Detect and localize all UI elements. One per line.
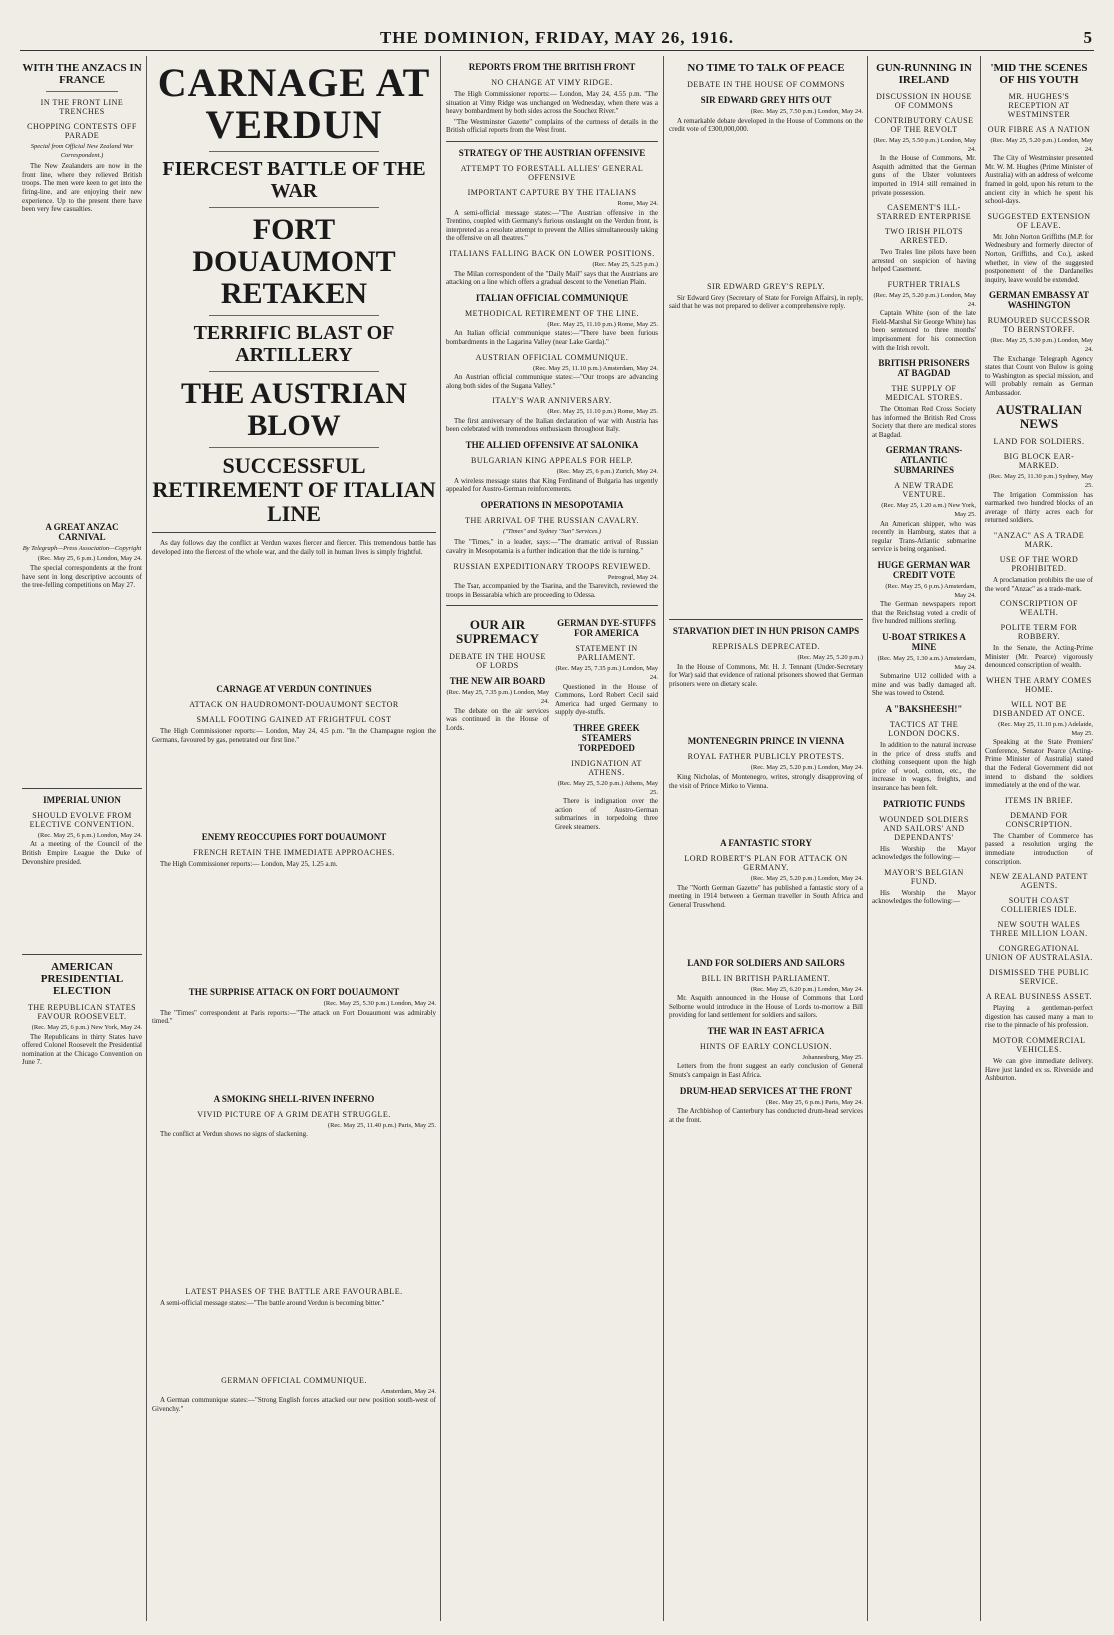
dateline: (Rec. May 25, 5.50 p.m.) London, May 24.: [873, 137, 976, 153]
subheadline: REPRISALS DEPRECATED.: [712, 641, 820, 651]
subheadline: SUGGESTED EXTENSION OF LEAVE.: [987, 211, 1091, 230]
dateline: (Rec. May 25, 5.25 p.m.): [592, 260, 658, 268]
headline: THE AUSTRIAN BLOW: [181, 377, 407, 442]
headline: THREE GREEK STEAMERS TORPEDOED: [573, 722, 640, 753]
byline: Special from Official New Zealand War Correspondent.): [30, 143, 134, 159]
subheadline: ATTEMPT TO FORESTALL ALLIES' GENERAL OFFENSIVE: [460, 163, 644, 182]
dateline: Amsterdam, May 24.: [380, 1387, 436, 1395]
headline: WITH THE ANZACS IN FRANCE: [22, 62, 142, 86]
headline: OPERATIONS IN MESOPOTAMIA: [480, 499, 624, 510]
article-text: A semi-official message states:—"The Austrian offensive in the Trentino, coupled with Germany's furious onslaught on the Verdun front, is interpreted as a resolute attempt to prevent the Allies simultaneously taking the offensive on all theatres.": [446, 208, 658, 243]
article-text: "The Westminster Gazette" complains of the curtness of details in the British official reports from the West front.: [446, 117, 658, 135]
subheadline: LAND FOR SOLDIERS.: [993, 437, 1085, 447]
dateline: (Rec. May 25, 11.30 p.m.) Sydney, May 25.: [988, 473, 1093, 490]
subheadline: INDIGNATION AT ATHENS.: [571, 758, 642, 777]
article-text: Captain White (son of the late Field-Marshal Sir George White) has been sentenced to three months' imprisonment for his connection with the Irish revolt.: [872, 309, 976, 352]
article-text: A wireless message states that King Ferdinand of Bulgaria has urgently appealed for Austro-German reinforcements.: [446, 476, 658, 494]
subheadline: STATEMENT IN PARLIAMENT.: [575, 644, 638, 663]
article-text: We can give immediate delivery. Have just landed ex ss. Riverside and Ashburton.: [985, 1056, 1093, 1083]
dateline: (Rec. May 25, 6 p.m.) New York, May 24.: [31, 1024, 142, 1032]
article-text: The Tsar, accompanied by the Tsarina, and the Tsarevitch, reviewed the troops in Bessarabia which are proceeding to Odessa.: [446, 582, 658, 599]
dateline: (Rec. May 25, 7.35 p.m.) London, May 24.: [555, 665, 658, 681]
subheadline: A NEW TRADE VENTURE.: [894, 481, 954, 500]
article-text: In the Senate, the Acting-Prime Minister (Mr. Pearce) vigorously denounced conscription of wealth.: [985, 644, 1093, 670]
subheadline: SMALL FOOTING GAINED AT FRIGHTFUL COST: [196, 715, 392, 725]
article-text: Mr. John Norton Griffiths (M.P. for Wednesbury and formerly director of Norton, Griffiths, and Co.), asked whether, in view of the suggested postponement of the Dardanelles inquiry, leave would be extended.: [985, 232, 1093, 284]
subheadline: NO CHANGE AT VIMY RIDGE.: [491, 78, 613, 87]
headline: LAND FOR SOLDIERS AND SAILORS: [687, 957, 845, 968]
subheadline: LORD ROBERT'S PLAN FOR ATTACK ON GERMANY.: [684, 854, 848, 873]
article-text: In the House of Commons, Mr. H. J. Tennant (Under-Secretary for War) said that evidence of rational prisoners showed that German prisoners were on dietary scale.: [669, 662, 863, 688]
article-text: Questioned in the House of Commons, Lord Robert Cecil said America had urged Germany to supply dye-stuffs.: [555, 682, 658, 717]
headline: ITALIAN OFFICIAL COMMUNIQUE: [475, 292, 629, 303]
subheadline: WHEN THE ARMY COMES HOME.: [986, 676, 1092, 694]
subheadline: WILL NOT BE DISBANDED AT ONCE.: [992, 700, 1086, 718]
headline: IMPERIAL UNION: [43, 794, 121, 805]
dateline: (Rec. May 25, 11.10 p.m.) Rome, May 25.: [547, 320, 658, 328]
subheadline: ATTACK ON HAUDROMONT-DOUAUMONT SECTOR: [189, 700, 399, 710]
article-text: Speaking at the State Premiers' Conference, Senator Pearce (Acting-Prime Minister of Australia) stated that the Federal Government did not intend to disband the soldiers immediately at the end of the war.: [985, 738, 1093, 790]
subheadline: HINTS OF EARLY CONCLUSION.: [700, 1041, 832, 1051]
article-text: Playing a gentleman-perfect digestion has caused many a man to rise to the pinnacle of his profession.: [985, 1004, 1093, 1030]
article-text: A semi-official message states:—"The battle around Verdun is becoming bitter.": [160, 1298, 385, 1307]
dateline: (Rec. May 25, 5.30 p.m.) London, May 24.: [990, 337, 1093, 353]
article-text: The New Zealanders are now in the front line, where they relieved British troops. The men were keen to get into the firing-line, and are enjoying their new experience. Up to the present there have been very few casualties.: [22, 162, 142, 214]
article-text: The "Times" correspondent at Paris reports:—"The attack on Fort Douaumont was admirably timed.": [152, 1008, 436, 1026]
subheadline: POLITE TERM FOR ROBBERY.: [1000, 623, 1078, 642]
column-british-front: [446, 56, 658, 1621]
dateline: (Rec. May 25, 5.30 p.m.) London, May 24.: [323, 999, 436, 1007]
article-text: The City of Westminster presented Mr. W. M. Hughes (Prime Minister of Australia) with an address of welcome framed in gold, upon his return to the ancient city in which he spent his school-days.: [985, 154, 1093, 206]
column-rule: [980, 56, 981, 1621]
headline: 'MID THE SCENES OF HIS YOUTH: [990, 62, 1088, 86]
dateline: Rome, May 24.: [617, 199, 658, 207]
subheadline: DEBATE IN THE HOUSE OF LORDS: [449, 652, 546, 671]
article-text: [22, 216, 142, 516]
masthead: [20, 28, 1094, 51]
air-supremacy-article: [446, 612, 549, 833]
article-text: The Exchange Telegraph Agency states that Count von Bulow is going to Washington as special mission, and will probably remain as German Ambassador.: [985, 354, 1093, 397]
subheadline: DEBATE IN THE HOUSE OF COMMONS: [687, 80, 845, 89]
headline: THE ALLIED OFFENSIVE AT SALONIKA: [465, 440, 639, 451]
subheadline: RUMOURED SUCCESSOR TO BERNSTORFF.: [987, 316, 1091, 335]
headline: NO TIME TO TALK OF PEACE: [687, 62, 845, 74]
dateline: (Rec. May 25, 5.20 p.m.) London, May 24.: [750, 764, 863, 772]
dateline: (Rec. May 25, 6.20 p.m.) London, May 24.: [750, 985, 863, 993]
subheadline: ROYAL FATHER PUBLICLY PROTESTS.: [687, 752, 845, 762]
article-text: The Irrigation Commission has earmarked two hundred blocks of an average of thirty acres each for returned soldiers.: [985, 490, 1093, 525]
dateline: (Rec. May 25, 6 p.m.) Paris, May 24.: [766, 1098, 863, 1106]
subheadline: FRENCH RETAIN THE IMMEDIATE APPROACHES.: [193, 848, 395, 858]
subheadline: ITALIANS FALLING BACK ON LOWER POSITIONS.: [449, 248, 655, 258]
headline: FIERCEST BATTLE OF THE WAR: [162, 158, 426, 202]
article-text: The German newspapers report that the Reichstag voted a credit of five hundred millions sterling.: [872, 600, 976, 626]
headline: AMERICAN PRESIDENTIAL ELECTION: [40, 961, 124, 998]
headline: OUR AIR SUPREMACY: [455, 617, 540, 647]
dateline: (Rec. May 25, 11.10 p.m.) Rome, May 25.: [547, 408, 658, 416]
subheadline: CHOPPING CONTESTS OFF PARADE: [27, 122, 137, 140]
subheadline: NEW SOUTH WALES THREE MILLION LOAN.: [990, 920, 1088, 939]
headline: PATRIOTIC FUNDS: [883, 798, 965, 809]
dateline: (Rec. May 25, 11.10 p.m.) Amsterdam, May 24.: [532, 364, 658, 372]
byline: ("Times" and Sydney "Sun" Services.): [502, 527, 602, 535]
subheadline: DEMAND FOR CONSCRIPTION.: [1005, 810, 1073, 829]
article-text: In addition to the natural increase in the price of dress stuffs and clothing consequent upon the high price of wool, cotton, etc., the increase in wages, freights, and insurance has been felt.: [872, 740, 976, 792]
subheadline: MAYOR'S BELGIAN FUND.: [884, 867, 964, 886]
article-text: The High Commissioner reports:— London, May 24, 4.55 p.m. "The situation at Vimy Ridge was unchanged on Wednesday, when there was a heavy bombardment by both sides across the Souchez River.": [446, 90, 658, 116]
subheadline: SIR EDWARD GREY'S REPLY.: [707, 281, 825, 291]
subheadline: SIR EDWARD GREY HITS OUT: [700, 95, 832, 105]
headline: HUGE GERMAN WAR CREDIT VOTE: [877, 560, 971, 581]
column-rule: [663, 56, 664, 1621]
article-text: A proclamation prohibits the use of the word "Anzac" as a trade-mark.: [985, 576, 1093, 593]
column-hughes: [985, 56, 1093, 1621]
article-text: The Archbishop of Canterbury has conducted drum-head services at the front.: [669, 1107, 863, 1124]
article-text: His Worship the Mayor acknowledges the following:—: [872, 888, 976, 906]
headline: AUSTRALIAN NEWS: [996, 402, 1082, 432]
article-text: The special correspondents at the front have sent in long descriptive accounts of the tree-felling competitions on May 27.: [22, 563, 142, 590]
article-text: An Austrian official communique states:—"Our troops are advancing along both sides of the Sugana Valley.": [446, 373, 658, 390]
subheadline: FURTHER TRIALS: [887, 279, 961, 289]
dateline: (Rec. May 25, 5.20 p.m.) London, May 24.: [873, 291, 976, 308]
headline: A FANTASTIC STORY: [720, 838, 812, 849]
article-text: An Italian official communique states:—"There have been furious bombardments in the Lagarina Valley (near Lake Garda).": [446, 329, 658, 346]
headline: DRUM-HEAD SERVICES AT THE FRONT: [679, 1085, 853, 1096]
article-text: Submarine U12 collided with a mine and was badly damaged aft. She was towed to Ostend.: [872, 672, 976, 698]
headline: GERMAN DYE-STUFFS FOR AMERICA: [557, 618, 656, 639]
headline: STRATEGY OF THE AUSTRIAN OFFENSIVE: [458, 147, 646, 158]
headline: GERMAN EMBASSY AT WASHINGTON: [988, 290, 1089, 311]
article-text: As day follows day the conflict at Verdun waxes fiercer and fiercer. This tremendous battle has developed into the fiercest of the whole war, and the daily toll in human lives is simply frightful.: [152, 539, 436, 556]
subheadline: GERMAN OFFICIAL COMMUNIQUE.: [221, 1375, 367, 1385]
subheadline: AUSTRIAN OFFICIAL COMMUNIQUE.: [475, 352, 629, 362]
dateline: (Rec. May 25, 6 p.m.) Zurich, May 24.: [556, 468, 658, 476]
subheadline: DISCUSSION IN HOUSE OF COMMONS: [876, 92, 972, 110]
headline: A GREAT ANZAC CARNIVAL: [45, 521, 119, 542]
newspaper-title: THE DOMINION, FRIDAY, MAY 26, 1916.: [379, 28, 735, 47]
subheadline: DISMISSED THE PUBLIC SERVICE.: [988, 968, 1090, 987]
subheadline: NEW ZEALAND PATENT AGENTS.: [990, 872, 1088, 891]
headline: TERRIFIC BLAST OF ARTILLERY: [193, 322, 395, 366]
headline: STARVATION DIET IN HUN PRISON CAMPS: [672, 625, 860, 636]
headline: MONTENEGRIN PRINCE IN VIENNA: [687, 736, 845, 747]
article-text: Mr. Asquith announced in the House of Commons that Lord Selborne would introduce in the House of Lords to-morrow a Bill providing for land settlement for soldiers and sailors.: [669, 994, 863, 1020]
article-text: The debate on the air services was continued in the House of Lords.: [446, 706, 549, 732]
dateline: (Rec. May 25, 6 p.m.) London, May 24.: [37, 831, 142, 839]
article-text: Two Trales line pilots have been arrested on suspicion of having helped Casement.: [872, 248, 976, 274]
dateline: (Rec. May 25, 5.20 p.m.) London, May 24.: [990, 137, 1093, 153]
dateline: (Rec. May 25, 11.40 p.m.) Paris, May 25.: [327, 1121, 436, 1129]
dateline: (Rec. May 25, 6 p.m.) London, May 24.: [37, 555, 142, 563]
byline: By Telegraph—Press Association—Copyright: [22, 544, 142, 552]
article-text: The Ottoman Red Cross Society has informed the British Red Cross Society that there are medical stores at Bagdad.: [872, 405, 976, 439]
article-text: Sir Edward Grey (Secretary of State for Foreign Affairs), in reply, said that he was not prepared to deliver a comprehensive reply.: [669, 293, 863, 311]
article-text: His Worship the Mayor acknowledges the following:—: [872, 844, 976, 862]
article-text: The Chamber of Commerce has passed a resolution urging the immediate introduction of conscription.: [985, 831, 1093, 866]
headline: THE WAR IN EAST AFRICA: [707, 1025, 825, 1036]
article-text: A German communique states:—"Strong English forces attacked our new position south-west of Givenchy.": [152, 1396, 436, 1413]
article-text: A remarkable debate developed in the House of Commons on the credit vote of £300,000,000.: [669, 116, 863, 134]
main-headline: CARNAGE AT VERDUN: [157, 60, 431, 147]
article-text: The Milan correspondent of the "Daily Mail" says that the Austrians are attacking on a line which offers a gradual descent to the Venetian Plain.: [446, 269, 658, 287]
dateline: Johannesburg, May 25.: [802, 1053, 863, 1061]
subheadline: THE SUPPLY OF MEDICAL STORES.: [885, 384, 963, 403]
column-peace: [669, 56, 863, 1621]
page-number: 5: [1083, 28, 1092, 47]
dateline: (Rec. May 25, 5.20 p.m.): [797, 653, 863, 661]
subheadline: IN THE FRONT LINE TRENCHES: [40, 98, 124, 116]
headline: ENEMY REOCCUPIES FORT DOUAUMONT: [201, 832, 387, 843]
article-text: At a meeting of the Council of the British Empire League the Duke of Devonshire presided.: [22, 840, 142, 866]
subheadline: MR. HUGHES'S RECEPTION AT WESTMINSTER: [1007, 92, 1071, 119]
subheadline: ITEMS IN BRIEF.: [1005, 795, 1073, 805]
headline: U-BOAT STRIKES A MINE: [882, 632, 966, 652]
dye-stuffs-article: [555, 612, 658, 833]
subheadline: VIVID PICTURE OF A GRIM DEATH STRUGGLE.: [197, 1109, 391, 1119]
article-text: An American shipper, who was recently in Hamburg, states that a regular Trans-Atlantic submarine service is being organised.: [872, 519, 976, 554]
subheadline: METHODICAL RETIREMENT OF THE LINE.: [465, 308, 639, 318]
headline: GUN-RUNNING IN IRELAND: [876, 62, 972, 86]
article-text: The Republicans in thirty States have offered Colonel Roosevelt the Presidential nomination at the Chicago Convention on June 7.: [22, 1032, 142, 1067]
headline: THE SURPRISE ATTACK ON FORT DOUAUMONT: [188, 986, 400, 997]
article-text: The conflict at Verdun shows no signs of slackening.: [160, 1130, 308, 1139]
subheadline: OUR FIBRE AS A NATION: [987, 125, 1091, 134]
dateline: (Rec. May 25, 5.20 p.m.) London, May 24.: [750, 875, 863, 883]
dateline: (Rec. May 25, 5.20 p.m.) Athens, May 25.: [557, 779, 658, 796]
column-anzacs: [22, 56, 142, 1621]
article-text: Letters from the front suggest an early conclusion of General Smuts's campaign in East Africa.: [669, 1062, 863, 1080]
subheadline: CONGREGATIONAL UNION OF AUSTRALASIA.: [985, 944, 1093, 963]
column-rule: [146, 56, 147, 1621]
subheadline: IMPORTANT CAPTURE BY THE ITALIANS: [467, 187, 637, 197]
subheadline: THE NEW AIR BOARD: [449, 676, 546, 687]
subheadline: ITALY'S WAR ANNIVERSARY.: [492, 396, 612, 406]
article-text: The High Commissioner reports:— London, May 24, 4.5 p.m. "In the Champagne region the Germans, favoured by gas, penetrated our first line.": [152, 727, 436, 744]
headline: BRITISH PRISONERS AT BAGDAD: [878, 358, 970, 379]
article-text: The first anniversary of the Italian declaration of war with Austria has been celebrated with tremendous enthusiasm throughout Italy.: [446, 416, 658, 434]
dateline: (Rec. May 25, 6 p.m.) Amsterdam, May 24.: [885, 583, 976, 599]
dateline: (Rec. May 25, 1.20 a.m.) New York, May 25.: [881, 502, 976, 519]
subheadline: A REAL BUSINESS ASSET.: [985, 992, 1093, 1002]
headline: FORT DOUAUMONT RETAKEN: [192, 213, 396, 310]
subheadline: TACTICS AT THE LONDON DOCKS.: [888, 719, 960, 738]
headline: SUCCESSFUL RETIREMENT OF ITALIAN LINE: [152, 453, 436, 526]
column-rule: [867, 56, 868, 1621]
subheadline: TWO IRISH PILOTS ARRESTED.: [884, 227, 964, 246]
dateline: (Rec. May 25, 1.30 a.m.) Amsterdam, May 24.: [877, 655, 976, 671]
headline: GERMAN TRANS-ATLANTIC SUBMARINES: [885, 445, 963, 476]
article-text: There is indignation over the action of Austro-German submarines in torpedoing three Greek steamers.: [555, 797, 658, 831]
subheadline: CONSCRIPTION OF WEALTH.: [1000, 599, 1078, 618]
headline: CARNAGE AT VERDUN CONTINUES: [216, 684, 372, 695]
subheadline: THE REPUBLICAN STATES FAVOUR ROOSEVELT.: [27, 1003, 137, 1022]
subheadline: THE ARRIVAL OF THE RUSSIAN CAVALRY.: [465, 515, 639, 525]
subheadline: RUSSIAN EXPEDITIONARY TROOPS REVIEWED.: [453, 561, 651, 571]
column-rule: [440, 56, 441, 1621]
column-verdun: [152, 56, 436, 1621]
subheadline: "ANZAC" AS A TRADE MARK.: [993, 531, 1085, 550]
subheadline: CASEMENT'S ILL-STARRED ENTERPRISE: [876, 203, 972, 222]
article-text: The "Times," in a leader, says:—"The dramatic arrival of Russian cavalry in Mesopotamia is a further indication that the tide is turning.": [446, 538, 658, 556]
headline: REPORTS FROM THE BRITISH FRONT: [468, 62, 636, 72]
article-text: King Nicholas, of Montenegro, writes, strongly disapproving of the visit of Prince Mirko to Vienna.: [669, 772, 863, 790]
dateline: (Rec. May 25, 7.35 p.m.) London, May 24.: [446, 689, 549, 705]
headline: A SMOKING SHELL-RIVEN INFERNO: [213, 1093, 375, 1104]
dateline: (Rec. May 25, 7.50 p.m.) London, May 24.: [750, 108, 863, 115]
article-text: In the House of Commons, Mr. Asquith admitted that the German guns of the Ulster volunteers imported in 1914 still remained in private possession.: [872, 154, 976, 197]
subheadline: USE OF THE WORD PROHIBITED.: [999, 555, 1079, 574]
subheadline: BULGARIAN KING APPEALS FOR HELP.: [470, 456, 633, 466]
dateline: (Rec. May 25, 11.10 p.m.) Adelaide, May 25.: [998, 721, 1093, 737]
subheadline: WOUNDED SOLDIERS AND SAILORS' AND DEPENDANTS': [879, 814, 969, 842]
subheadline: LATEST PHASES OF THE BATTLE ARE FAVOURABLE.: [185, 1286, 403, 1296]
headline: A "BAKSHEESH!": [885, 703, 963, 714]
subheadline: MOTOR COMMERCIAL VEHICLES.: [992, 1035, 1086, 1054]
column-ireland: [872, 56, 976, 1621]
subheadline: CONTRIBUTORY CAUSE OF THE REVOLT: [874, 116, 974, 134]
article-text: The "North German Gazette" has published a fantastic story of a meeting in 1914 between a German traveller in South Africa and General Truswhend.: [669, 883, 863, 909]
subheadline: SHOULD EVOLVE FROM ELECTIVE CONVENTION.: [29, 810, 135, 829]
dateline: Petrograd, May 24.: [607, 573, 658, 581]
subheadline: BILL IN BRITISH PARLIAMENT.: [701, 973, 831, 983]
subheadline: SOUTH COAST COLLIERIES IDLE.: [1001, 896, 1077, 915]
subheadline: BIG BLOCK EAR-MARKED.: [1003, 452, 1075, 471]
article-text: The High Commissioner reports:— London, May 25, 1.25 a.m.: [160, 860, 338, 869]
